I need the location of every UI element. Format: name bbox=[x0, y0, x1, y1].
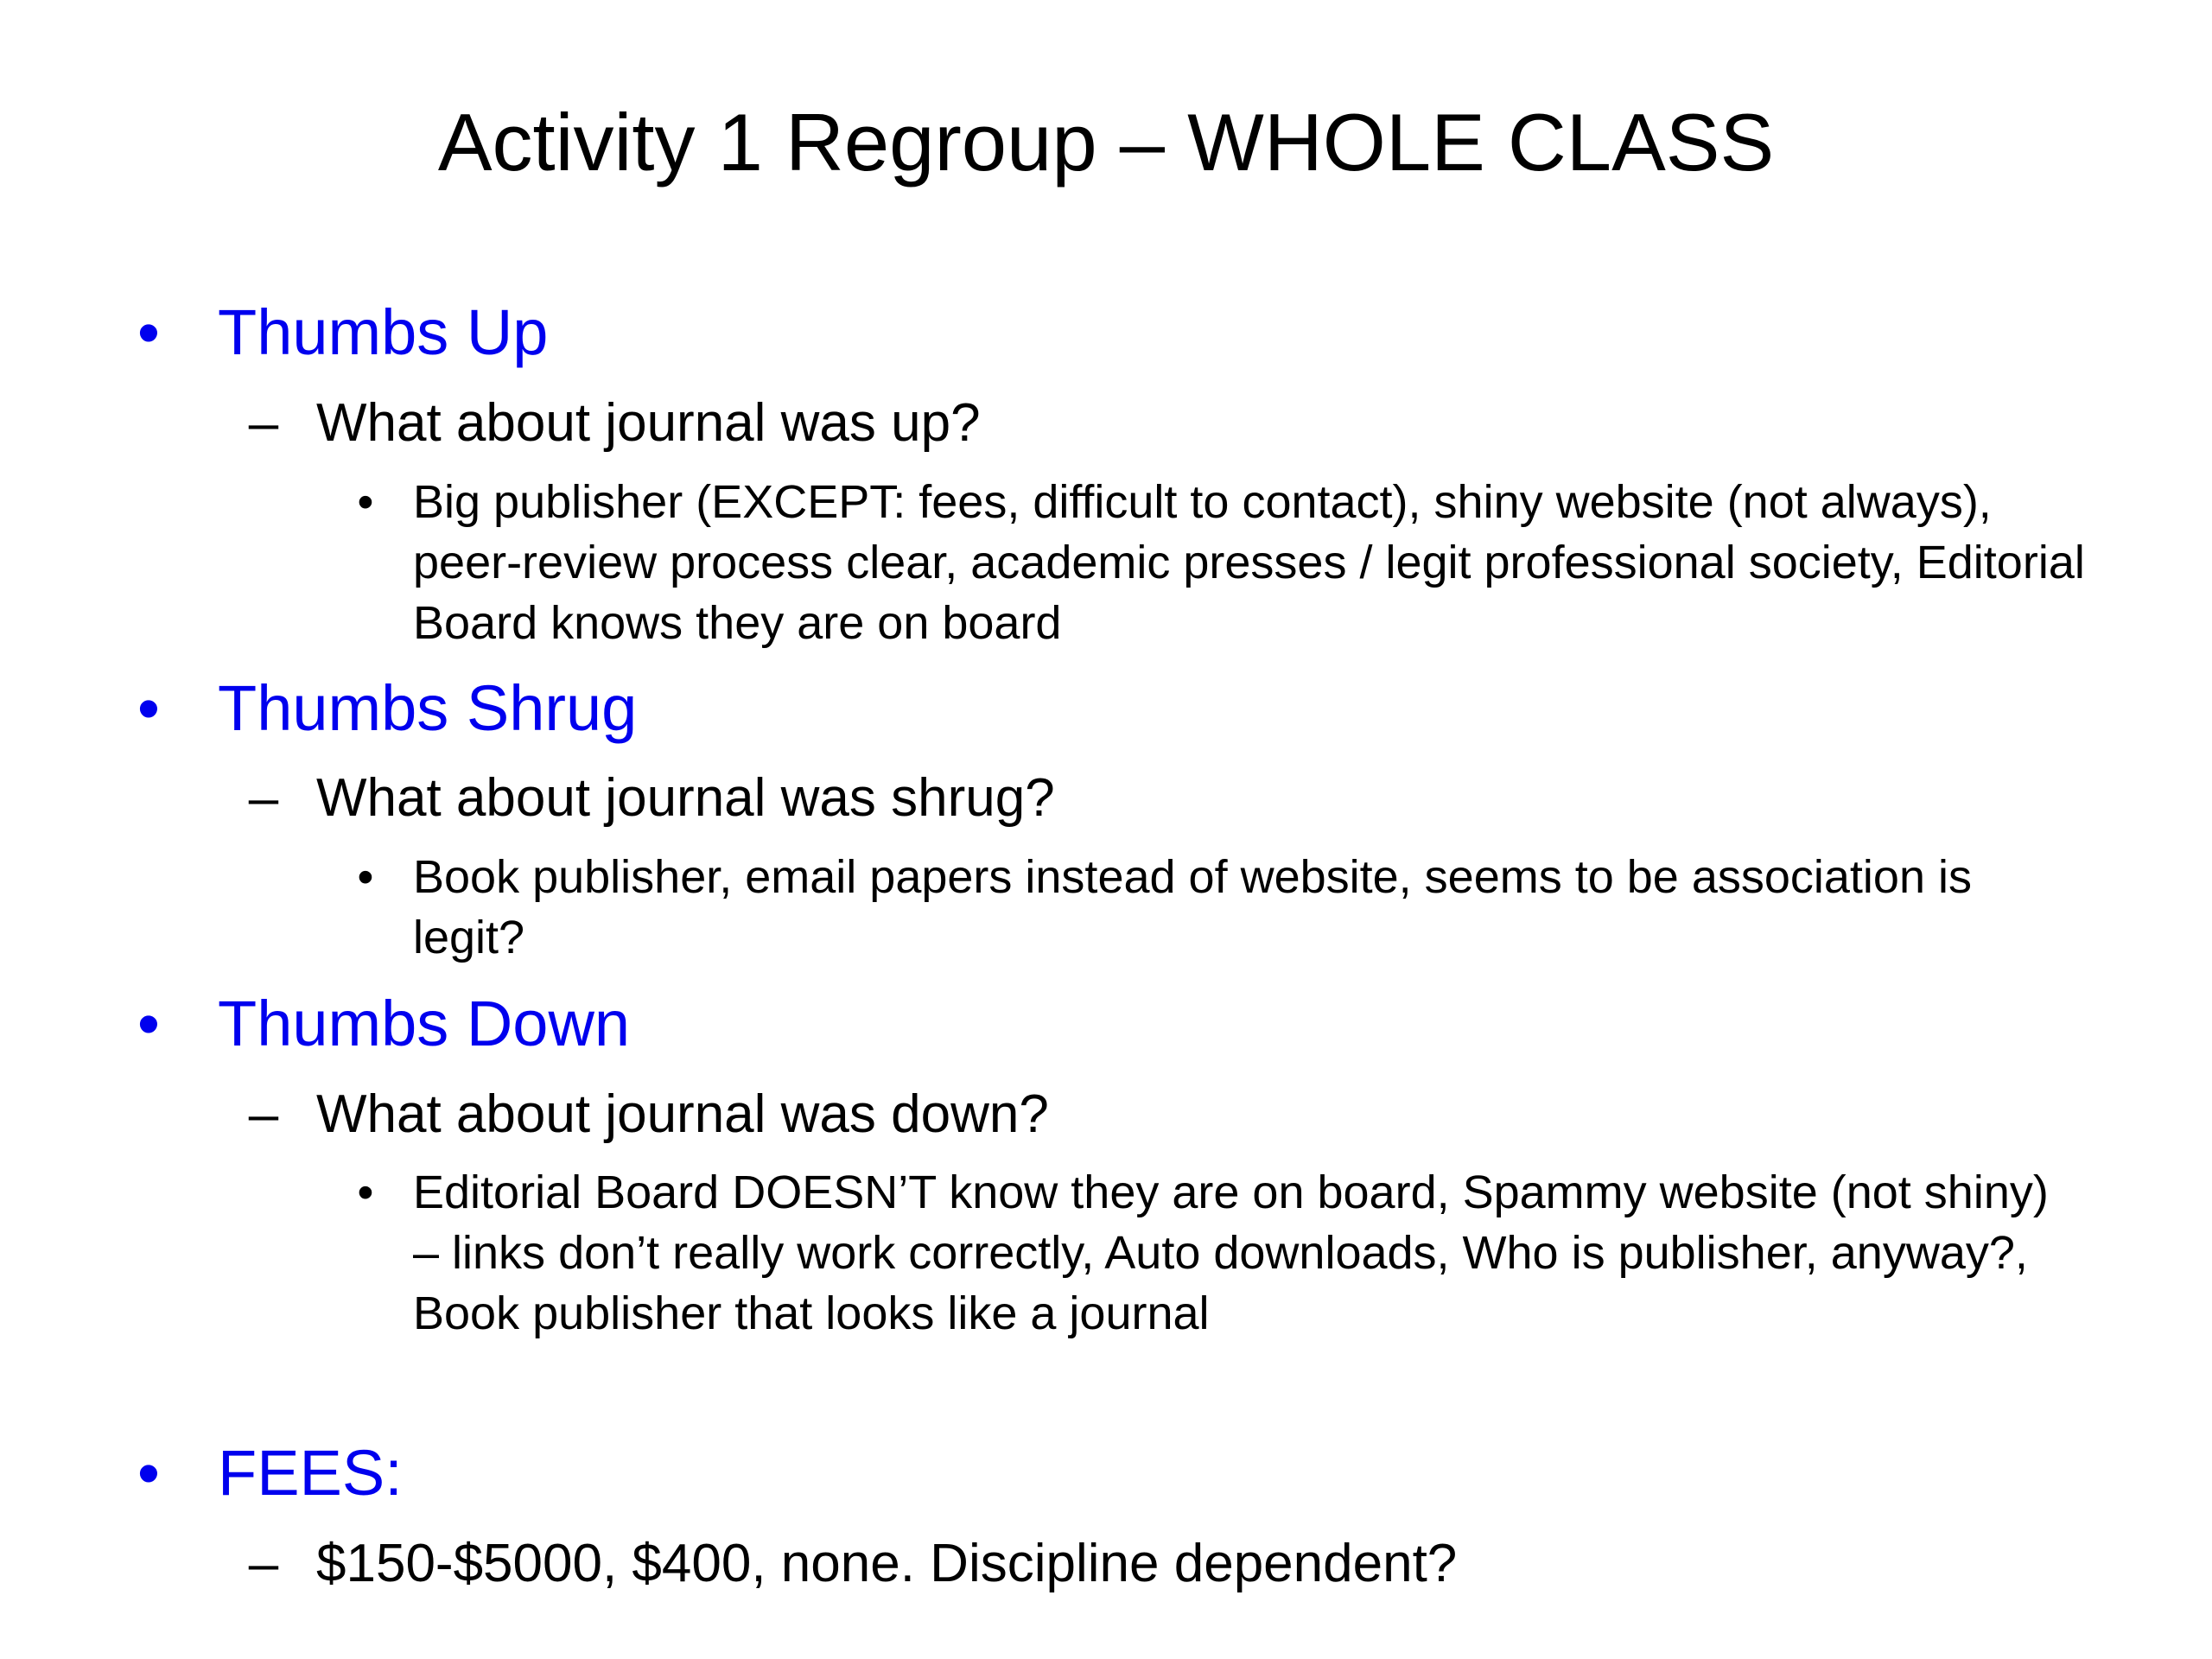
section-details-label: Editorial Board DOESN’T know they are on board, Spammy website (not shiny) – links don’t really work correctly, Auto downloads, Who is publisher, anyway?, Book publisher that looks like a journal bbox=[413, 1166, 2049, 1339]
bullet-icon: • bbox=[357, 851, 374, 903]
dash-icon: – bbox=[248, 393, 279, 453]
section-question-thumbs-up bbox=[248, 391, 981, 456]
bullet-icon: • bbox=[137, 296, 160, 368]
bullet-icon: • bbox=[137, 1437, 160, 1509]
section-heading-label: Thumbs Down bbox=[218, 988, 631, 1059]
section-question-label: $150-$5000, $400, none. Discipline dependent? bbox=[316, 1534, 1458, 1593]
bullet-icon: • bbox=[357, 476, 374, 528]
section-details-label: Book publisher, email papers instead of website, seems to be association is legit? bbox=[413, 851, 1972, 963]
section-heading-thumbs-shrug bbox=[137, 670, 638, 747]
dash-icon: – bbox=[248, 1084, 279, 1144]
section-question-label: What about journal was shrug? bbox=[316, 768, 1055, 828]
dash-icon: – bbox=[248, 1534, 279, 1593]
section-heading-label: FEES: bbox=[218, 1437, 403, 1509]
section-question-fees bbox=[248, 1531, 1458, 1597]
slide-title: Activity 1 Regroup – WHOLE CLASS bbox=[437, 97, 1775, 188]
section-heading-thumbs-up bbox=[137, 294, 549, 372]
section-details-thumbs-shrug bbox=[357, 847, 2085, 968]
section-heading-thumbs-down bbox=[137, 985, 631, 1063]
section-heading-label: Thumbs Shrug bbox=[218, 672, 638, 744]
section-question-thumbs-shrug bbox=[248, 766, 1055, 831]
section-heading-label: Thumbs Up bbox=[218, 296, 549, 368]
section-details-thumbs-down bbox=[357, 1162, 2085, 1344]
section-question-label: What about journal was down? bbox=[316, 1084, 1049, 1144]
section-details-thumbs-up bbox=[357, 472, 2085, 653]
dash-icon: – bbox=[248, 768, 279, 828]
bullet-icon: • bbox=[137, 672, 160, 744]
bullet-icon: • bbox=[137, 988, 160, 1059]
section-details-label: Big publisher (EXCEPT: fees, difficult to contact), shiny website (not always), peer-review process clear, academic presses / legit professional society, Editorial Board knows they are on board bbox=[413, 476, 2085, 649]
bullet-icon: • bbox=[357, 1166, 374, 1218]
section-question-label: What about journal was up? bbox=[316, 393, 981, 453]
section-question-thumbs-down bbox=[248, 1082, 1049, 1147]
section-heading-fees bbox=[137, 1434, 403, 1512]
